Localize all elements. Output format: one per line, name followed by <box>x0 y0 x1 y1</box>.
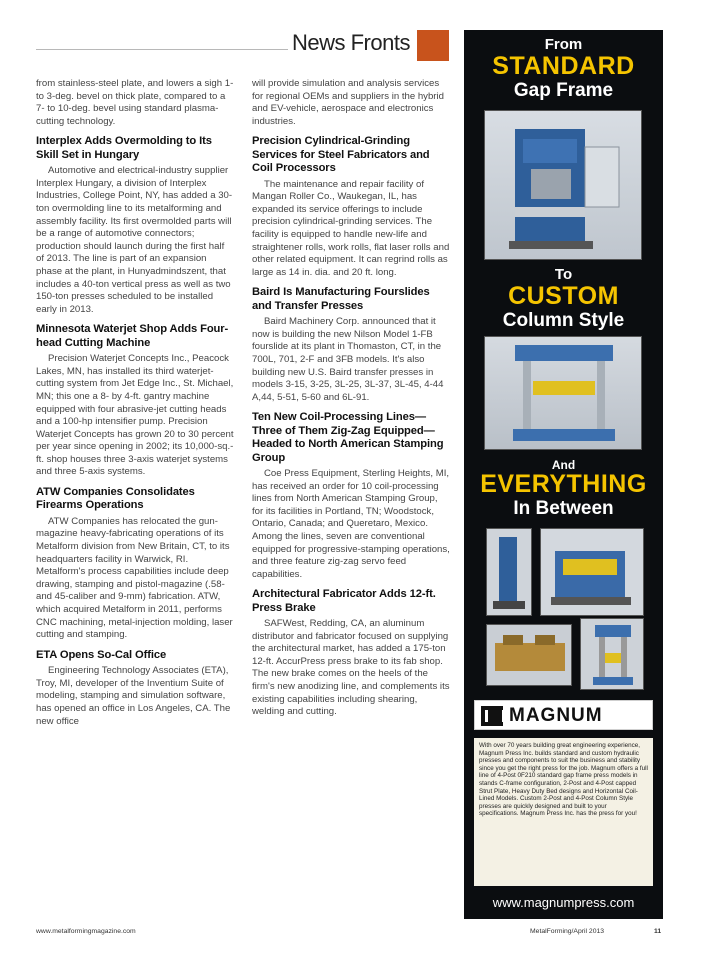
ad-gap-frame-heading: Gap Frame <box>513 80 614 101</box>
article-body: ATW Companies has relocated the gun-magazine heavy-fabricating operations of its Metalform division from New Britain, CT, to its headquarters facility in Warwick, RI. Metalform's process capabilities include deep drawing, stamping and pistol-magazine (.58- and 45-caliber and 9-mm) fabrication. ATW, which acquired Metalform in 2011, performs CNC machining, metal-injection molding, laser cutting and stamping. <box>36 515 233 641</box>
article-headline: Precision Cylindrical-Grinding Services for Steel Fabricators and Coil Processors <box>252 135 430 175</box>
section-header <box>0 26 455 62</box>
article-headline: Architectural Fabricator Adds 12-ft. Press Brake <box>252 588 436 614</box>
left-column <box>36 78 234 732</box>
article-body: The maintenance and repair facility of Mangan Roller Co., Waukegan, IL, has expanded its service offerings to include precision cylindrical-grinding services. The facility is equipped to handle new-life and straightener rolls, work rolls, flat laser rolls and other related equipment. It can regrind rolls as large as 14 in. dia. and 20 ft. long. <box>252 178 450 278</box>
article-body: Automotive and electrical-industry supplier Interplex Hungary, a division of Interplex Industries, College Point, NY, has added a 30-ton overmolding line to its metalforming and assembly facility. Its first overmolded parts will be a range of automotive connectors; production should launch during the first half of 2013. The line is part of an expansion phase at the plant, in Hunyadmindszent, that includes a 40-ton vertical press as well as two 150-ton presses scheduled to be installed early in 2013. <box>36 165 233 315</box>
column-style-press-photo <box>484 336 642 450</box>
small-press-illustration-4 <box>581 619 644 690</box>
gap-frame-press-illustration <box>485 111 642 260</box>
article-headline: Baird Is Manufacturing Fourslides and Transfer Presses <box>252 286 430 312</box>
magnum-logo <box>474 700 653 730</box>
section-title: News Fronts <box>292 30 410 55</box>
article-body: Coe Press Equipment, Sterling Heights, MI, has received an order for 10 coil-processing lines from North American Stamping Group, for its facilities in Portland, TN; Woodstock, Ontario, Canada; and Queretaro, Mexico. Among the lines, seven are conventional equipped for progressive-stamping operations, and three feature zig-zag servo feed capabilities. <box>252 467 450 580</box>
small-press-illustration-1 <box>487 529 532 616</box>
ad-standard-heading: STANDARD <box>492 52 635 80</box>
ad-custom-heading: CUSTOM <box>508 282 619 310</box>
article-continuation: from stainless-steel plate, and lowers a sigh 1- to 3-deg. bevel on thick plate, compared to a 7- to 10-deg. bevel using standard plasma-cutting technology. <box>36 78 234 127</box>
gap-frame-press-photo <box>484 110 642 260</box>
column-style-press-illustration <box>485 337 642 450</box>
article-headline: Minnesota Waterjet Shop Adds Four-head Cutting Machine <box>36 323 229 349</box>
article-headline: Ten New Coil-Processing Lines—Three of Them Zig-Zag Equipped—Headed to North American Stamping Group <box>252 411 444 464</box>
small-press-photo-1 <box>486 528 532 616</box>
ad-and-label: And <box>551 458 576 472</box>
article-body: Baird Machinery Corp. announced that it now is building the new Nilson Model 1-FB fourslide at its plant in Thomaston, CT, in the 700L, 701, 2-F and 3FB models. It's also building new U.S. Baird transfer presses in models 3-15, 3-25, 3L-25, 3L-37, 3L-45, 4-44 A,44, 5-51, 5-60 and 6L-91. <box>252 316 444 403</box>
article-headline: ATW Companies Consolidates Firearms Operations <box>36 486 195 512</box>
small-press-photo-4 <box>580 618 644 690</box>
magnum-m-icon <box>481 706 503 726</box>
small-press-photo-3 <box>486 624 572 686</box>
section-color-block <box>417 30 449 61</box>
ad-to-label: To <box>554 266 573 283</box>
footer-issue: MetalForming/April 2013 <box>530 928 605 935</box>
ad-everything-heading: EVERYTHING <box>480 470 647 498</box>
page-number: 11 <box>654 928 662 935</box>
ad-from-label: From <box>544 36 583 53</box>
article-body: SAFWest, Redding, CA, an aluminum distributor and fabricator focused on supplying the architectural market, has added a 175-ton 12-ft. AccurPress press brake to its fab shop. The new brake comes on the heels of the firm's new anodizing line, and complements its existing capabilities including shearing, welding and cutting. <box>252 618 450 718</box>
header-rule <box>36 49 288 50</box>
ad-column-style-heading: Column Style <box>502 310 625 331</box>
small-press-illustration-3 <box>487 625 572 686</box>
ad-description: With over 70 years building great engineering experience, Magnum Press Inc. builds standard and custom hydraulic presses and components to suit the business and stability since you get the right press for the job. Magnum offers a full line of 4-Post 0F210 standard gap frame press models in stands C-frame configuration, 2-Post and 4-Post capped Strut Plate, Heavy Duty Bed designs and Horizontal Coil-Lined Models. Custom 2-Post and 4-Post Column Style presses are quickly designed and built to your specifications. Magnum Press Inc. has the press for you! <box>474 738 653 886</box>
article-body: Engineering Technology Associates (ETA), Troy, MI, developer of the Inventium Suite of modeling, stamping and simulation software, has opened an office in Los Angeles, CA. The new office <box>36 665 231 727</box>
footer-website[interactable]: www.metalformingmagazine.com <box>36 928 136 935</box>
middle-column <box>252 78 450 723</box>
ad-in-between-heading: In Between <box>513 498 614 519</box>
small-press-illustration-2 <box>541 529 644 616</box>
article-body: Precision Waterjet Concepts Inc., Peacock Lakes, MN, has installed its third waterjet-cutting system from Jet Edge Inc., St. Michael, MN; this one a 8- by 4-ft. gantry machine equipped with four abrasive-jet cutting heads and a 100-hp intensifier pump. Precision Waterjet Concepts has grown 20 to 30 percent per year since opening in 2002; its 10,000-sq.-ft. shop houses three 3-axis waterjet systems and three 5-axis systems. <box>36 353 234 478</box>
magnum-wordmark: MAGNUM <box>509 705 603 726</box>
ad-website-link[interactable]: www.magnumpress.com <box>492 895 635 910</box>
small-press-photo-2 <box>540 528 644 616</box>
article-continuation: will provide simulation and analysis services for regional OEMs and suppliers in the hybrid and EV-vehicle, aerospace and electronics industries. <box>252 78 444 127</box>
article-headline: Interplex Adds Overmolding to Its Skill Set in Hungary <box>36 135 212 161</box>
magnum-press-advertisement[interactable] <box>464 30 663 919</box>
article-headline: ETA Opens So-Cal Office <box>36 648 167 661</box>
